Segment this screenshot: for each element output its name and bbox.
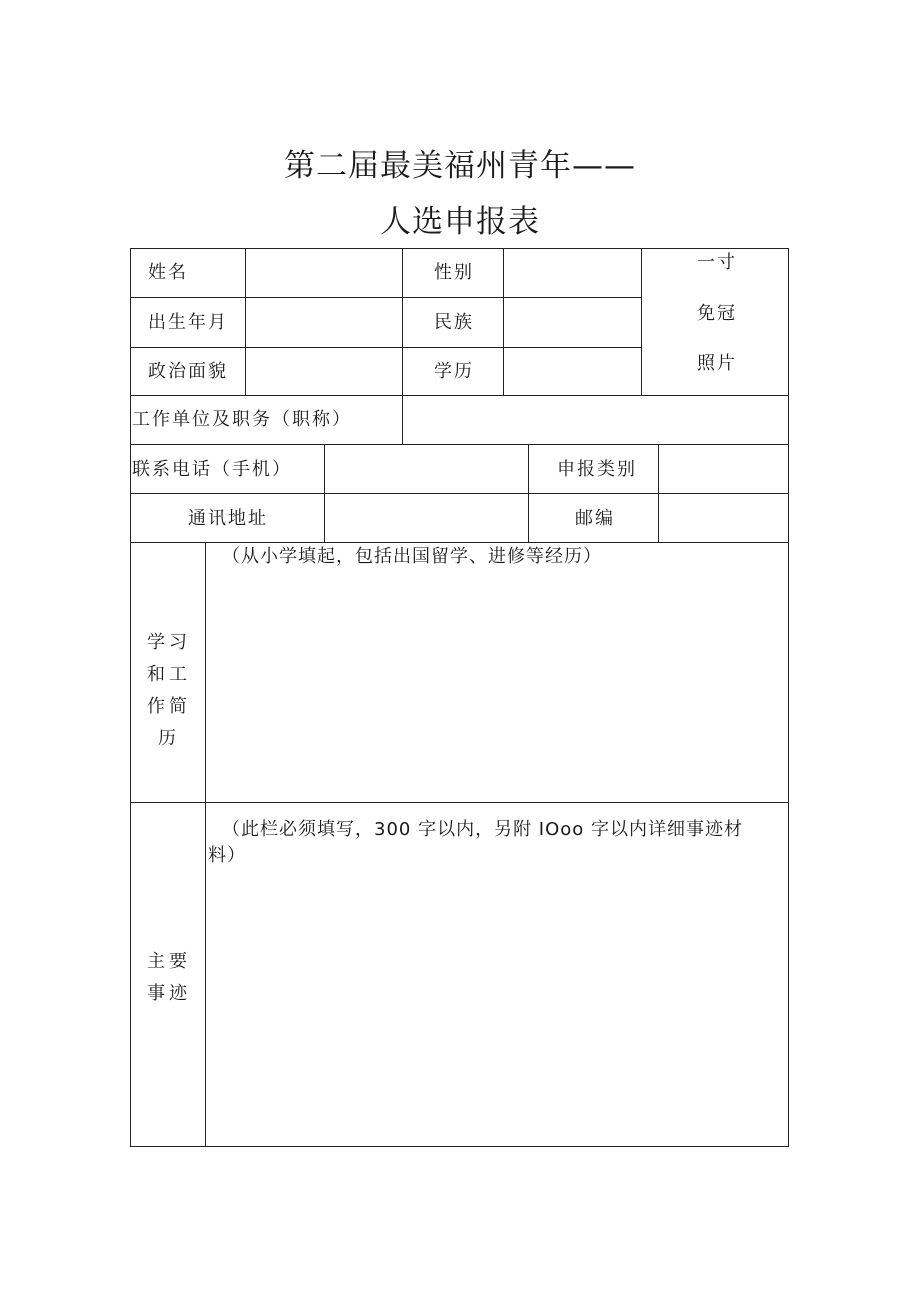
- birth-date-field[interactable]: [246, 298, 402, 347]
- gender-field[interactable]: [504, 249, 641, 297]
- education-label: 学历: [434, 361, 474, 382]
- column-divider: [402, 248, 403, 395]
- workplace-field[interactable]: [403, 396, 788, 444]
- form-title-line2: 人选申报表: [380, 204, 540, 240]
- address-label: 通讯地址: [188, 508, 268, 529]
- ethnicity-label: 民族: [434, 312, 474, 333]
- ethnicity-field[interactable]: [504, 298, 641, 347]
- resume-textarea[interactable]: [206, 543, 788, 802]
- postcode-field[interactable]: [659, 494, 788, 542]
- photo-hint-line3: 照片: [697, 353, 737, 374]
- name-field[interactable]: [246, 249, 402, 297]
- photo-hint-line2: 免冠: [697, 303, 737, 324]
- political-status-label: 政治面貌: [148, 361, 228, 382]
- education-field[interactable]: [504, 348, 641, 395]
- resume-note: （从小学填起，包括出国留学、进修等经历）: [222, 546, 602, 567]
- phone-label: 联系电话（手机）: [132, 459, 292, 480]
- form-title-line1: 第二届最美福州青年——: [284, 148, 636, 184]
- address-field[interactable]: [325, 494, 528, 542]
- political-status-field[interactable]: [246, 348, 402, 395]
- name-label: 姓名: [148, 262, 188, 283]
- table-border-bottom: [130, 1146, 789, 1147]
- workplace-label: 工作单位及职务（职称）: [132, 409, 352, 430]
- photo-hint-line1: 一寸: [697, 252, 737, 273]
- postcode-label: 邮编: [575, 508, 615, 529]
- deeds-note-line2: 料）: [208, 845, 246, 866]
- table-border-left: [130, 248, 131, 1147]
- column-divider: [528, 444, 529, 542]
- deeds-label: 主要事迹: [147, 951, 191, 1004]
- category-field[interactable]: [659, 445, 788, 493]
- category-label: 申报类别: [557, 459, 637, 480]
- phone-field[interactable]: [325, 445, 528, 493]
- gender-label: 性别: [434, 262, 474, 283]
- table-border-right: [788, 248, 789, 1147]
- birth-date-label: 出生年月: [148, 312, 228, 333]
- deeds-textarea[interactable]: [206, 803, 788, 1146]
- deeds-note-line1: （此栏必须填写，300 字以内，另附 IOoo 字以内详细事迹材: [222, 819, 744, 840]
- resume-label: 学习和工作简历: [147, 632, 191, 749]
